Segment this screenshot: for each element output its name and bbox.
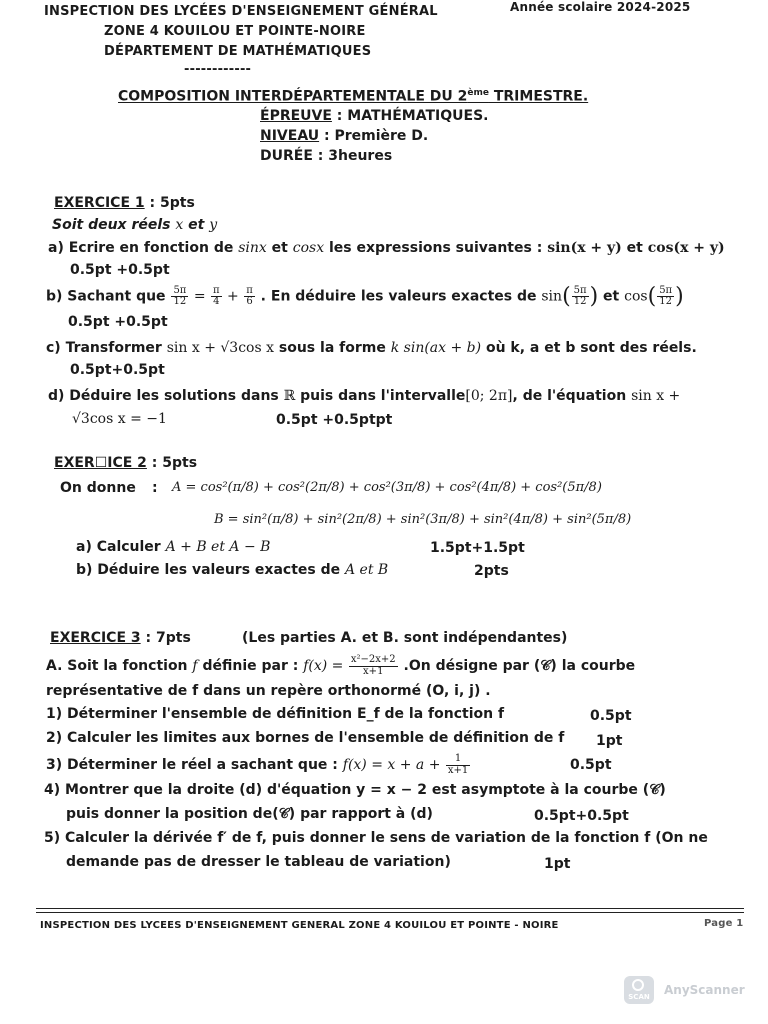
- ex1-a-et: et: [266, 240, 293, 256]
- ex1-title: EXERCICE 1: [54, 195, 145, 211]
- ex3-question-2: 2) Calculer les limites aux bornes de l'ensemble de définition de f: [46, 730, 565, 746]
- ex1-b-frac5-den: 12: [659, 296, 673, 307]
- ex2-b-text: b) Déduire les valeurs exactes de: [76, 562, 345, 578]
- anyscanner-logo-icon: [624, 976, 654, 1004]
- ex1-question-d-cont: [72, 411, 167, 427]
- ex2-def-B: B = sin²(π/8) + sin²(2π/8) + sin²(3π/8) + sin²(4π/8) + sin²(5π/8): [214, 512, 632, 527]
- ex2-a-text: a) Calculer: [76, 539, 166, 555]
- ex3-a-frac: [349, 655, 398, 677]
- ex1-a-expr2: cos(x + y): [647, 240, 725, 256]
- ex1-b-eq: =: [189, 288, 211, 305]
- epreuve-label: ÉPREUVE: [260, 108, 332, 124]
- ex3-a-rest: .On désigne par (𝒞) la courbe: [398, 658, 636, 674]
- ex1-intro-text: Soit deux réels: [52, 217, 176, 233]
- ex1-intro-y: y: [209, 217, 218, 233]
- ex1-a-rest: les expressions suivantes :: [324, 240, 548, 256]
- header-school-year: Année scolaire 2024-2025: [510, 0, 691, 14]
- ex3-q3-frac: [446, 754, 470, 776]
- ex1-b-paren-close1: ): [589, 284, 599, 309]
- ex1-b-points: 0.5pt +0.5pt: [68, 314, 168, 330]
- ex1-b-frac2-num: π: [213, 284, 220, 296]
- ex1-b-frac1-den: 12: [173, 296, 187, 307]
- footer-rule-top: [36, 908, 744, 909]
- header-dashes: ------------: [184, 62, 252, 77]
- ex3-question-4-cont: puis donner la position de(𝒞) par rapport à (d): [66, 806, 433, 822]
- ex1-b-cos: cos: [624, 288, 648, 305]
- ex3-question-1: 1) Déterminer l'ensemble de définition E_f de la fonction f: [46, 706, 505, 722]
- ex1-intro: [52, 217, 217, 233]
- camera-ring-icon: [632, 979, 644, 991]
- ex1-c-expr: sin x + √3cos x: [166, 340, 275, 356]
- ex3-a-fx: f(x) =: [303, 658, 348, 674]
- ex1-d-R: ℝ: [283, 388, 296, 404]
- duree-label: DURÉE: [260, 148, 313, 164]
- ex3-question-3: [46, 754, 471, 776]
- ex1-b-paren-close2: ): [675, 284, 684, 309]
- ex3-title: EXERCICE 3: [50, 630, 141, 646]
- ex1-a-et2: et: [621, 240, 648, 256]
- ex3-q2-points: 1pt: [596, 733, 623, 749]
- footer-page-number: Page 1: [704, 918, 744, 929]
- ex1-c-text: c) Transformer: [46, 340, 167, 356]
- ex1-heading: [54, 195, 195, 211]
- niveau-label: NIVEAU: [260, 128, 320, 144]
- footer-rule-bottom: [36, 912, 744, 913]
- ex3-a-frac-den: x+1: [363, 665, 384, 677]
- exam-duree: [260, 148, 392, 164]
- ex1-d-interval: [0; 2π]: [465, 388, 513, 404]
- ex1-b-rest: . En déduire les valeurs exactes de: [255, 288, 542, 305]
- ex1-d-eq1: sin x +: [631, 388, 681, 404]
- ex3-question-5-cont: demande pas de dresser le tableau de variation): [66, 854, 451, 870]
- ex3-q3-points: 0.5pt: [570, 757, 612, 773]
- header-inspection: INSPECTION DES LYCÉES D'ENSEIGNEMENT GÉNÉRAL: [44, 4, 438, 19]
- ex1-question-c: [46, 340, 697, 356]
- ex2-heading: [54, 455, 197, 471]
- ex2-points: : 5pts: [146, 455, 198, 471]
- epreuve-value: : MATHÉMATIQUES.: [331, 108, 489, 124]
- ex2-question-b: [76, 562, 388, 578]
- exam-title-main: COMPOSITION INTERDÉPARTEMENTALE DU 2: [118, 88, 468, 105]
- ex1-a-cosx: cosx: [292, 240, 325, 256]
- ex1-b-frac3: [244, 286, 255, 308]
- ex3-q1-points: 0.5pt: [590, 708, 632, 724]
- footer-text: INSPECTION DES LYCEES D'ENSEIGNEMENT GENERAL ZONE 4 KOUILOU ET POINTE - NOIRE: [40, 920, 559, 931]
- ex3-q5-points: 1pt: [544, 856, 571, 872]
- ex1-b-text: b) Sachant que: [46, 288, 171, 305]
- ex2-a-points: 1.5pt+1.5pt: [430, 540, 525, 556]
- anyscanner-brand: AnyScanner: [664, 983, 745, 997]
- ex1-question-a: [48, 240, 725, 256]
- ex1-c-rest: où k, a et b sont des réels.: [481, 340, 697, 356]
- ex2-on-donne: On donne: [60, 480, 136, 496]
- ex1-d-eq2: √3cos x = −1: [72, 411, 167, 427]
- niveau-value: : Première D.: [319, 128, 429, 144]
- ex3-a-intro-text: A. Soit la fonction: [46, 658, 193, 674]
- ex2-title: EXER☐ICE 2: [54, 455, 147, 471]
- ex3-q3-frac-num: 1: [446, 754, 470, 766]
- ex1-c-form: k sin(ax + b): [390, 340, 482, 356]
- exam-title: [118, 88, 588, 105]
- ex3-q3-expr: f(x) = x + a +: [342, 757, 445, 773]
- ex1-intro-x: x: [175, 217, 184, 233]
- exam-epreuve: [260, 108, 488, 124]
- ex1-b-sin: sin: [541, 288, 563, 305]
- ex1-b-frac4: [572, 286, 589, 308]
- ex3-question-5: 5) Calculer la dérivée f′ de f, puis donner le sens de variation de la fonction f (On ne: [44, 830, 708, 846]
- ex3-part-a-line2: représentative de f dans un repère orthonormé (O, i, j) .: [46, 683, 491, 699]
- ex1-points: : 5pts: [144, 195, 195, 211]
- ex1-d-points: 0.5pt +0.5ptpt: [276, 412, 393, 428]
- ex1-b-frac2-den: 4: [213, 296, 220, 307]
- ex3-q3-frac-den: x+1: [447, 764, 469, 776]
- ex1-b-frac5-num: 5π: [659, 284, 673, 296]
- ex1-d-mid: puis dans l'intervalle: [295, 388, 466, 404]
- ex1-b-frac3-num: π: [246, 284, 253, 296]
- ex1-b-plus: +: [222, 288, 244, 305]
- header-zone: ZONE 4 KOUILOU ET POINTE-NOIRE: [104, 24, 366, 39]
- ex3-part-a-intro: [46, 655, 635, 677]
- ex1-d-rest: , de l'équation: [512, 388, 632, 404]
- ex2-def-A: A = cos²(π/8) + cos²(2π/8) + cos²(3π/8) + cos²(4π/8) + cos²(5π/8): [172, 480, 602, 495]
- ex1-b-frac1: [171, 286, 188, 308]
- ex1-a-text: a) Ecrire en fonction de: [48, 240, 239, 256]
- ex2-b-points: 2pts: [474, 563, 509, 579]
- ex1-a-points: 0.5pt +0.5pt: [70, 262, 170, 278]
- ex3-note: (Les parties A. et B. sont indépendantes): [242, 630, 568, 646]
- exam-title-sup: ème: [467, 88, 489, 98]
- ex3-heading: [50, 630, 191, 646]
- ex1-b-paren-open1: (: [562, 284, 571, 309]
- ex1-b-frac5: [657, 286, 674, 308]
- ex3-a-frac-num: x²−2x+2: [350, 654, 396, 665]
- ex3-q4-points: 0.5pt+0.5pt: [534, 808, 629, 824]
- ex1-b-et: et: [598, 288, 625, 305]
- anyscanner-badge: SCAN: [628, 993, 650, 1001]
- ex1-b-frac2: [211, 286, 222, 308]
- header-department: DÉPARTEMENT DE MATHÉMATIQUES: [104, 44, 372, 59]
- ex1-c-mid: sous la forme: [274, 340, 391, 356]
- ex3-question-4: 4) Montrer que la droite (d) d'équation y = x − 2 est asymptote à la courbe (𝒞): [44, 782, 666, 798]
- ex1-question-b: [46, 284, 684, 309]
- ex3-a-f: f: [192, 658, 198, 674]
- ex3-a-def: définie par :: [197, 658, 304, 674]
- ex1-b-paren-open2: (: [647, 284, 657, 309]
- ex3-points: : 7pts: [140, 630, 191, 646]
- ex1-a-expr1: sin(x + y): [547, 240, 622, 256]
- ex1-b-frac4-num: 5π: [573, 284, 587, 296]
- ex2-a-expr: A + B et A − B: [165, 539, 271, 555]
- ex1-b-frac1-num: 5π: [173, 284, 187, 296]
- ex1-question-d: [48, 388, 680, 404]
- ex2-question-a: [76, 539, 270, 555]
- ex1-a-sinx: sinx: [238, 240, 267, 256]
- exam-title-end: TRIMESTRE.: [488, 88, 589, 105]
- ex2-colon: :: [152, 480, 158, 496]
- ex1-b-frac3-den: 6: [246, 296, 253, 307]
- duree-value: : 3heures: [312, 148, 393, 164]
- ex2-b-expr: A et B: [344, 562, 389, 578]
- ex3-q3-text: 3) Déterminer le réel a sachant que :: [46, 757, 343, 773]
- ex1-d-text: d) Déduire les solutions dans: [48, 388, 284, 404]
- ex1-intro-et: et: [183, 217, 210, 233]
- ex1-c-points: 0.5pt+0.5pt: [70, 362, 165, 378]
- ex1-b-frac4-den: 12: [573, 296, 587, 307]
- exam-niveau: [260, 128, 428, 144]
